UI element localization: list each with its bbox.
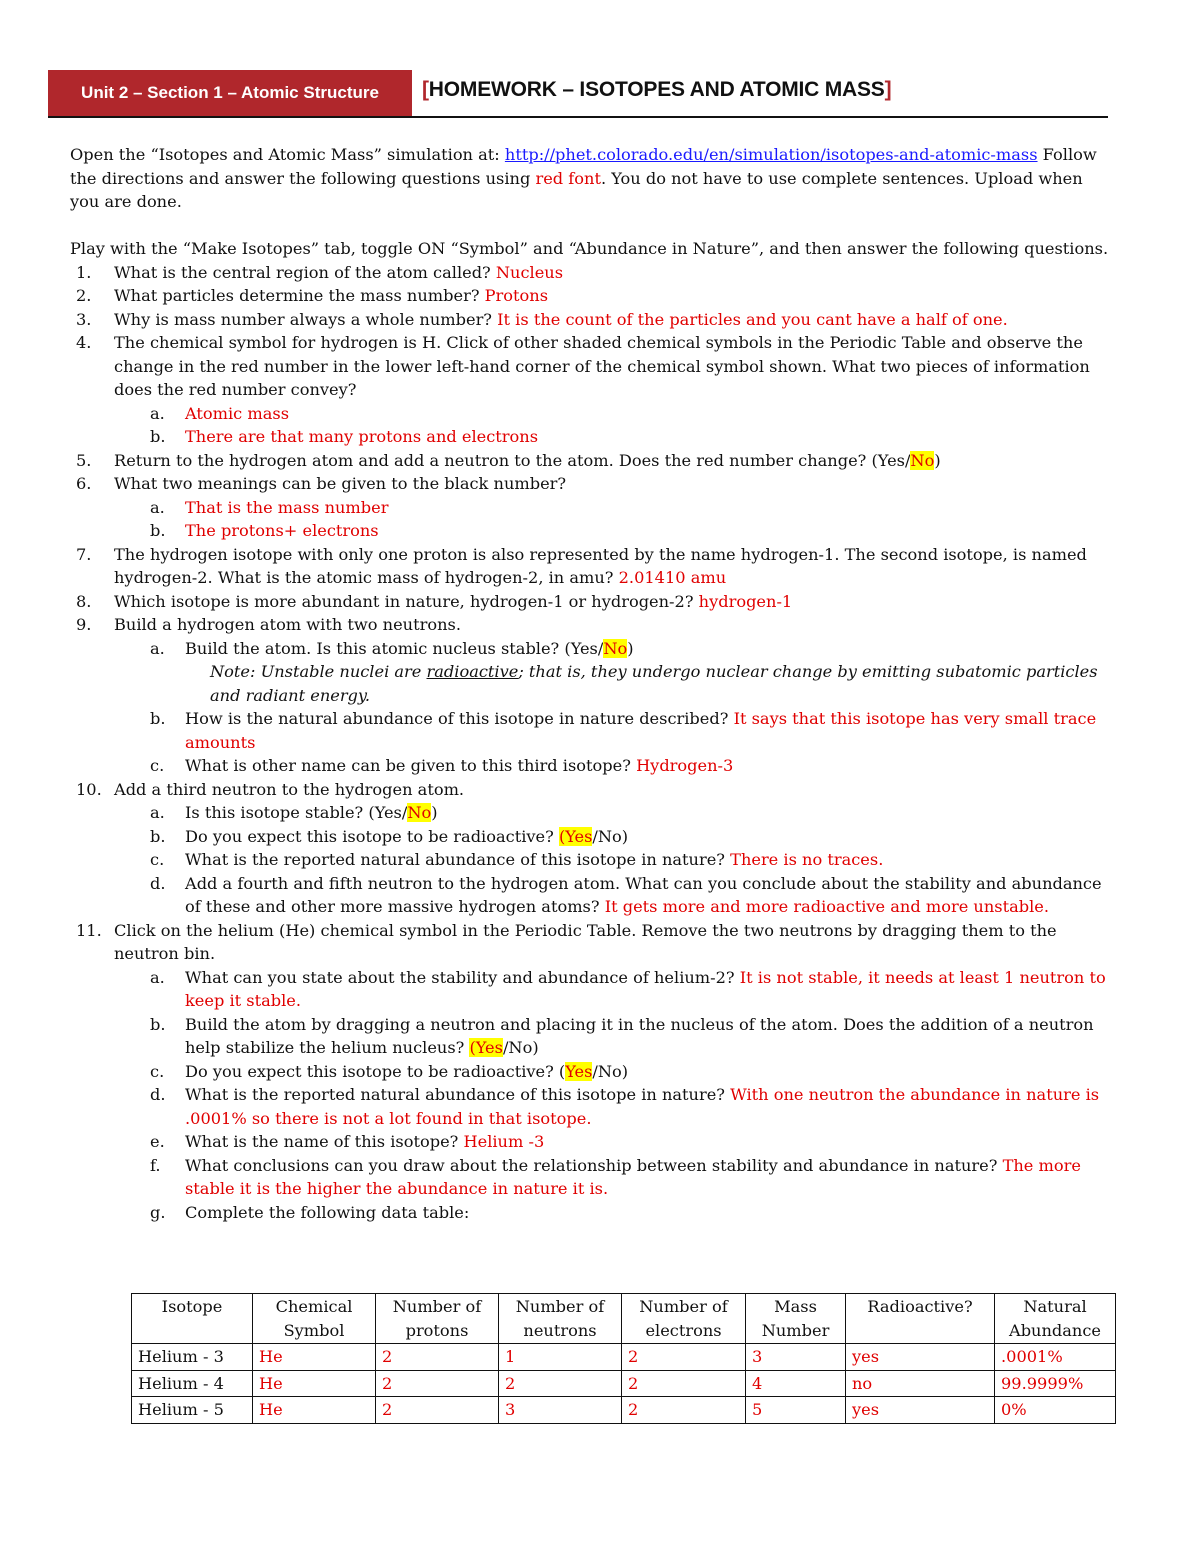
unit-label: Unit 2 – Section 1 – Atomic Structure — [48, 70, 412, 116]
question-4b: b. There are that many protons and electrons — [150, 427, 539, 446]
answer-2: Protons — [484, 286, 548, 305]
column-header: Number of neutrons — [499, 1294, 622, 1344]
question-9: 9. Build a hydrogen atom with two neutrons. — [76, 615, 461, 634]
question-11f: f. What conclusions can you draw about the relationship between stability and abundance in nature? The more stable it is the higher the abundance in nature it is. — [150, 1155, 1081, 1198]
answer-1: Nucleus — [495, 262, 564, 282]
question-4a: a. Atomic mass — [150, 403, 290, 423]
question-10c: c. What is the reported natural abundance of this isotope in nature? There is no traces. — [150, 850, 884, 869]
column-header: Number of electrons — [622, 1294, 746, 1344]
question-11a: a. What can you state about the stability and abundance of helium-2? It is not stable, it needs at least 1 neutron to keep it stable. — [150, 967, 1106, 1010]
question-9c: c. What is other name can be given to this third isotope? Hydrogen-3 — [150, 756, 734, 775]
question-10: 10. Add a third neutron to the hydrogen atom. — [76, 779, 465, 799]
question-5: 5. Return to the hydrogen atom and add a neutron to the atom. Does the red number change? (Yes/No) — [76, 450, 941, 470]
question-10d: d. Add a fourth and fifth neutron to the hydrogen atom. What can you conclude about the stability and abundance of these and other more massive hydrogen atoms? It gets more and more radioactive and more unstable. — [150, 873, 1102, 916]
question-9b: b. How is the natural abundance of this isotope in nature described? It says that this isotope has very small trace amounts — [150, 709, 1097, 752]
question-4: 4. The chemical symbol for hydrogen is H. Click of other shaded chemical symbols in the Periodic Table and observe the change in the red number in the lower left-hand corner of the chemical symbol shown. What two pieces of information does the red number convey? — [76, 333, 1090, 399]
isotope-data-table — [131, 1293, 1116, 1424]
question-10b: b. Do you expect this isotope to be radioactive? (Yes/No) — [150, 826, 629, 846]
note-radioactive: Note: Unstable nuclei are radioactive; that is, they undergo nuclear change by emitting subatomic particles and radiant energy. — [210, 662, 1098, 705]
column-header: Isotope — [132, 1294, 253, 1344]
column-header: Number of protons — [376, 1294, 499, 1344]
table-row: Helium - 3 He 2 1 2 3 yes .0001% — [132, 1344, 1116, 1371]
question-8: 8. Which isotope is more abundant in nature, hydrogen-1 or hydrogen-2? hydrogen-1 — [76, 591, 793, 611]
worksheet-body — [70, 143, 1110, 1224]
table-header-row — [132, 1294, 1116, 1344]
intro-paragraph: Open the “Isotopes and Atomic Mass” simulation at: http://phet.colorado.edu/en/simulation/isotopes-and-atomic-mass Follow the directions and answer the following questions using red font. You do not have to use complete sentences. Upload when you are done. — [70, 145, 1097, 211]
homework-title: [HOMEWORK – ISOTOPES AND ATOMIC MASS] — [422, 78, 892, 101]
column-header: Natural Abundance — [995, 1294, 1116, 1344]
question-1: 1. What is the central region of the atom called? Nucleus — [76, 262, 564, 282]
question-3: 3. Why is mass number always a whole number? It is the count of the particles and you cant have a half of one. — [76, 309, 1008, 329]
question-2: 2. What particles determine the mass number? Protons — [76, 286, 548, 305]
question-11c: c. Do you expect this isotope to be radioactive? (Yes/No) — [150, 1061, 629, 1081]
table-row: Helium - 5 He 2 3 2 5 yes 0% — [132, 1397, 1116, 1424]
table-row: Helium - 4 He 2 2 2 4 no 99.9999% — [132, 1370, 1116, 1397]
question-7: 7. The hydrogen isotope with only one proton is also represented by the name hydrogen-1. The second isotope, is named hydrogen-2. What is the atomic mass of hydrogen-2, in amu? 2.01410 amu — [76, 544, 1087, 587]
question-11e: e. What is the name of this isotope? Helium -3 — [150, 1132, 545, 1151]
question-11b: b. Build the atom by dragging a neutron and placing it in the nucleus of the atom. Does the addition of a neutron help stabilize the helium nucleus? (Yes/No) — [150, 1014, 1094, 1057]
instructions-paragraph: Play with the “Make Isotopes” tab, toggle ON “Symbol” and “Abundance in Nature”, and then answer the following questions. — [70, 239, 1109, 258]
question-11: 11. Click on the helium (He) chemical symbol in the Periodic Table. Remove the two neutrons by dragging them to the neutron bin. — [76, 920, 1057, 963]
question-6b: b. The protons+ electrons — [150, 521, 379, 540]
question-11d: d. What is the reported natural abundance of this isotope in nature? With one neutron the abundance in nature is .0001% so there is not a lot found in that isotope. — [150, 1085, 1100, 1128]
question-6a: a. That is the mass number — [150, 497, 389, 517]
column-header: Radioactive? — [846, 1294, 995, 1344]
question-6: 6. What two meanings can be given to the black number? — [76, 474, 567, 493]
column-header: Chemical Symbol — [253, 1294, 376, 1344]
answer-3: It is the count of the particles and you cant have a half of one. — [497, 309, 1008, 329]
question-9a: a. Build the atom. Is this atomic nucleus stable? (Yes/No) — [150, 638, 634, 658]
question-10a: a. Is this isotope stable? (Yes/No) — [150, 803, 438, 822]
simulation-link[interactable]: http://phet.colorado.edu/en/simulation/isotopes-and-atomic-mass — [504, 145, 1038, 164]
page-header — [48, 70, 1108, 118]
question-11g: g. Complete the following data table: — [150, 1202, 470, 1222]
column-header: Mass Number — [746, 1294, 846, 1344]
